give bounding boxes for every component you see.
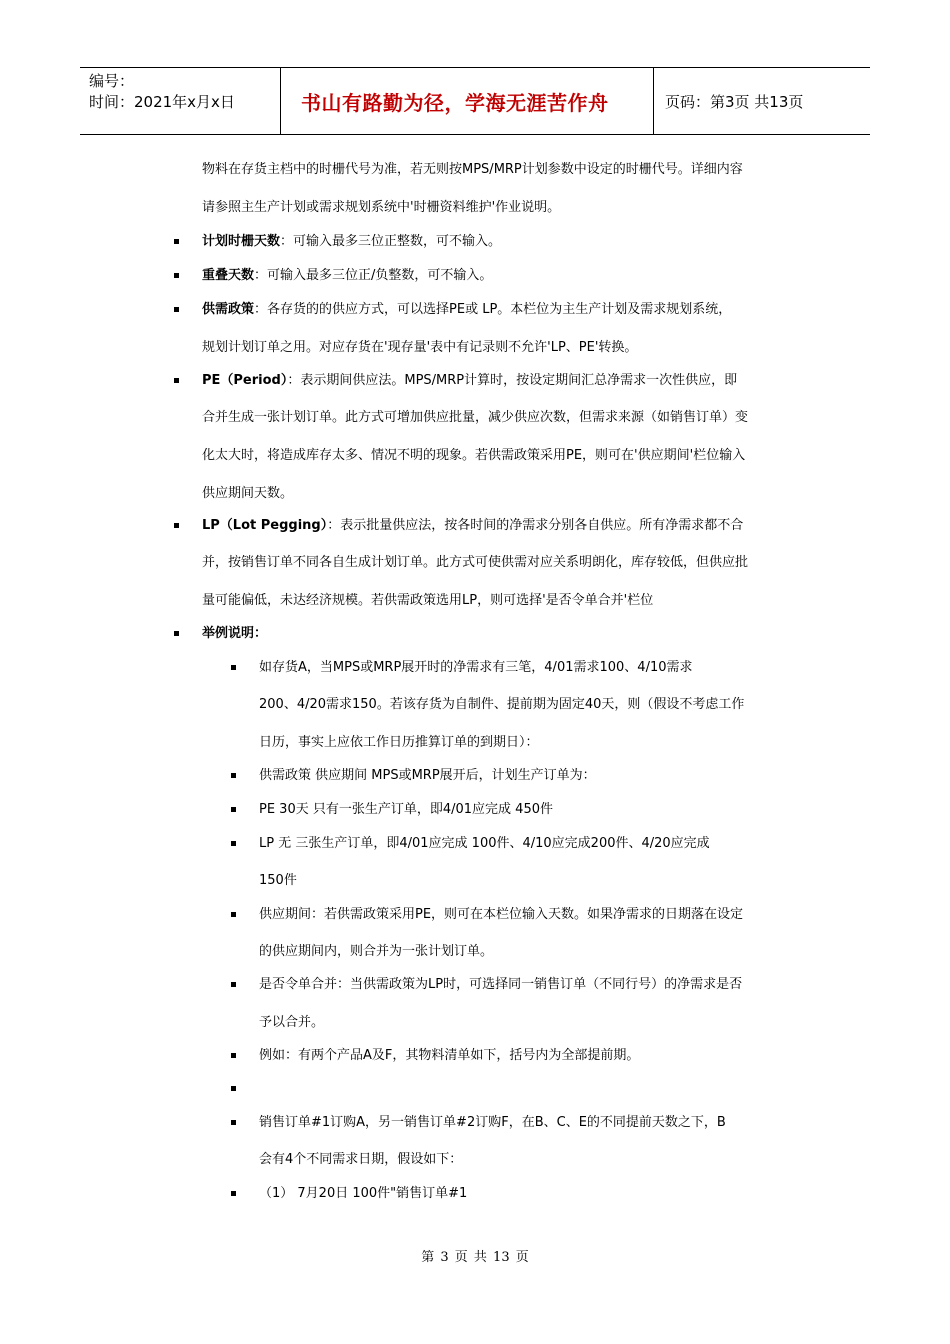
body-line: 的供应期间内，则合并为一张计划订单。 (259, 944, 494, 959)
bullet-icon (231, 982, 236, 987)
body-line: 并，按销售订单不同各自生成计划订单。此方式可使供需对应关系明朗化，库存较低，但供应批 (202, 555, 749, 570)
bullet-icon (231, 841, 236, 846)
body-line: 规划计划订单之用。对应存货在'现存量'表中有记录则不允许'LP、PE'转换。 (202, 340, 638, 355)
bullet-icon (174, 631, 179, 636)
body-line: 予以合并。 (259, 1015, 325, 1030)
list-item: 如存货A，当MPS或MRP展开时的净需求有三笔，4/01需求100、4/10需求 (259, 660, 693, 675)
body-line: 请参照主生产计划或需求规划系统中'时栅资料维护'作业说明。 (202, 200, 561, 215)
bullet-icon (174, 239, 179, 244)
body-line: 150件 (259, 873, 297, 888)
list-item: 销售订单#1订购A，另一销售订单#2订购F，在B、C、E的不同提前天数之下，B (259, 1115, 726, 1130)
list-item: LP 无 三张生产订单，即4/01应完成 100件、4/10应完成200件、4/20应完成 (259, 836, 710, 851)
header-number: 编号： (89, 72, 135, 90)
list-item: 计划时栅天数：可输入最多三位正整数，可不输入。 (202, 234, 502, 249)
body-line: 日历，事实上应依工作日历推算订单的到期日）： (259, 735, 539, 750)
bullet-icon (231, 1191, 236, 1196)
bullet-icon (231, 912, 236, 917)
list-item: 举例说明： (202, 626, 268, 641)
header-page-number: 页码：第3页 共13页 (665, 92, 804, 111)
body-line: 会有4个不同需求日期，假设如下： (259, 1152, 463, 1167)
list-item: 供需政策 供应期间 MPS或MRP展开后，计划生产订单为： (259, 768, 596, 783)
bullet-icon (231, 1053, 236, 1058)
list-item: 供应期间：若供需政策采用PE，则可在本栏位输入天数。如果净需求的日期落在设定 (259, 907, 744, 922)
body-line: 200、4/20需求150。若该存货为自制件、提前期为固定40天，则（假设不考虑工作 (259, 697, 745, 712)
body-line: 供应期间天数。 (202, 486, 294, 501)
header-time: 时间：2021年x月x日 (89, 93, 235, 111)
list-item: 是否令单合并：当供需政策为LP时，可选择同一销售订单（不同行号）的净需求是否 (259, 977, 743, 992)
header-motto: 书山有路勤为径，学海无涯苦作舟 (281, 68, 654, 134)
list-item: LP（Lot Pegging）：表示批量供应法，按各时间的净需求分别各自供应。所有净需求都不合 (202, 518, 744, 533)
bullet-icon (231, 665, 236, 670)
list-item: （1） 7月20日 100件"销售订单#1 (259, 1186, 468, 1201)
bullet-icon (174, 307, 179, 312)
bullet-icon (174, 523, 179, 528)
body-line: 合并生成一张计划订单。此方式可增加供应批量，减少供应次数，但需求来源（如销售订单）变 (202, 410, 749, 425)
list-item: PE（Period）：表示期间供应法。MPS/MRP计算时，按设定期间汇总净需求一次性供应，即 (202, 373, 738, 388)
list-item: PE 30天 只有一张生产订单，即4/01应完成 450件 (259, 802, 553, 817)
list-item: 重叠天数：可输入最多三位正/负整数，可不输入。 (202, 268, 493, 283)
page-footer: 第 3 页 共 13 页 (421, 1250, 529, 1265)
body-line: 化太大时，将造成库存太多、情况不明的现象。若供需政策采用PE，则可在'供应期间'栏位输入 (202, 448, 746, 463)
body-line: 物料在存货主档中的时栅代号为准，若无则按MPS/MRP计划参数中设定的时栅代号。详细内容 (202, 162, 743, 177)
list-item: 供需政策：各存货的的供应方式，可以选择PE或 LP。本栏位为主生产计划及需求规划系统， (202, 302, 732, 317)
bullet-icon (231, 1120, 236, 1125)
bullet-icon (174, 273, 179, 278)
list-item: 例如：有两个产品A及F，其物料清单如下，括号内为全部提前期。 (259, 1048, 640, 1063)
bullet-icon (231, 1086, 236, 1091)
bullet-icon (174, 378, 179, 383)
bullet-icon (231, 773, 236, 778)
bullet-icon (231, 807, 236, 812)
body-line: 量可能偏低，未达经济规模。若供需政策选用LP，则可选择'是否令单合并'栏位 (202, 593, 654, 608)
